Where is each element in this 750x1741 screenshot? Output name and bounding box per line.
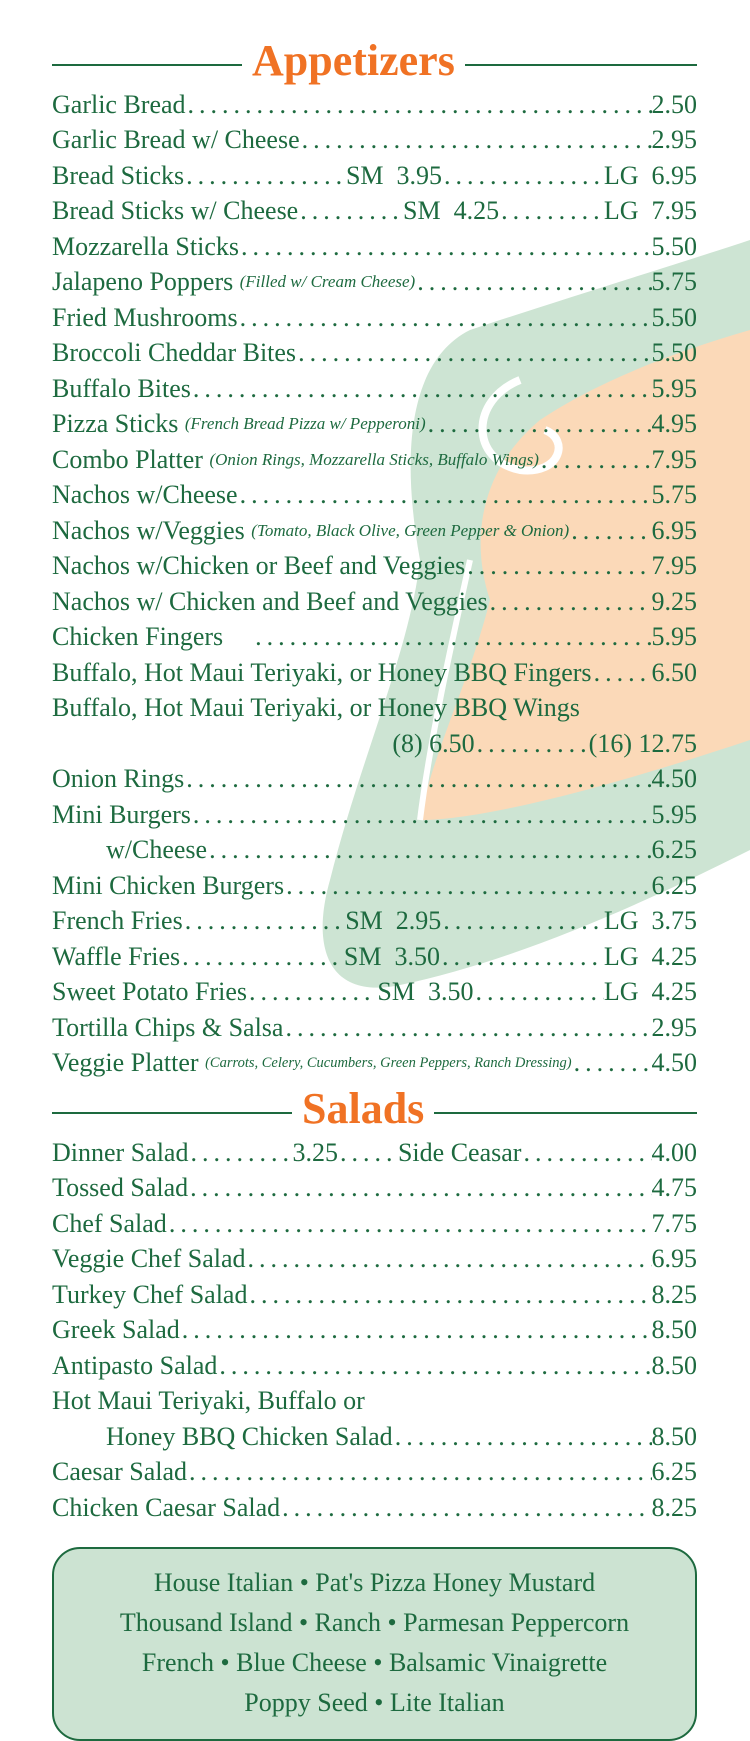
dot-leader — [338, 1136, 398, 1170]
dot-leader — [184, 762, 651, 796]
menu-item — [52, 193, 697, 229]
menu-item — [52, 1170, 697, 1206]
menu-item — [52, 264, 697, 300]
dressings-box — [52, 1547, 697, 1741]
menu-item — [52, 690, 697, 726]
menu-item — [52, 1454, 697, 1490]
item-name: Bread Sticks — [52, 160, 185, 190]
menu-item — [52, 761, 697, 797]
price-lg: 6.95 — [651, 160, 697, 190]
menu-item — [52, 157, 697, 193]
dot-leader — [283, 1011, 651, 1045]
dot-leader — [539, 443, 652, 477]
price-lg: 3.75 — [651, 906, 697, 935]
dressing-line: Thousand Island • Ranch • Parmesan Peppercorn — [119, 1607, 630, 1637]
menu-item — [52, 1383, 697, 1419]
item-price: 4.75 — [651, 1173, 697, 1202]
price-small-count: (8) 6.50 — [392, 728, 475, 758]
item-name: Dinner Salad — [52, 1137, 189, 1167]
salads-list — [52, 1134, 697, 1525]
item-name: Nachos w/Veggies — [52, 515, 245, 545]
dot-leader — [188, 1171, 651, 1205]
menu-item — [52, 903, 697, 939]
header-rule-left — [52, 1112, 292, 1114]
item-price: 5.95 — [651, 799, 697, 829]
item-price: 4.95 — [651, 409, 697, 438]
menu-content — [52, 36, 697, 1741]
menu-item — [52, 619, 697, 655]
item-price: 5.75 — [651, 267, 697, 296]
menu-item-continued — [52, 725, 697, 761]
dot-leader — [440, 940, 604, 974]
dot-leader — [184, 159, 346, 193]
dot-leader — [298, 194, 403, 228]
size-label-lg: LG — [603, 160, 639, 190]
item-price: 8.50 — [651, 1350, 697, 1380]
dot-leader — [426, 407, 652, 441]
item-name: Veggie Platter — [52, 1048, 199, 1077]
item-price: 3.25 — [292, 1137, 338, 1167]
item-name: Turkey Chef Salad — [52, 1279, 248, 1309]
item-price: 5.50 — [651, 231, 697, 261]
dot-leader — [521, 1136, 651, 1170]
menu-item — [52, 512, 697, 548]
item-name: Bread Sticks w/ Cheese — [52, 196, 299, 225]
item-price: 8.50 — [651, 1315, 697, 1344]
dot-leader — [465, 549, 651, 583]
dot-leader — [246, 1242, 652, 1276]
item-name: Onion Rings — [52, 764, 185, 793]
item-name: Greek Salad — [52, 1315, 180, 1344]
menu-item — [52, 441, 697, 477]
item-price: 6.50 — [651, 657, 697, 687]
item-name: Broccoli Cheddar Bites — [52, 338, 297, 367]
size-label-lg: LG — [603, 196, 639, 225]
item-price: 6.95 — [651, 1244, 697, 1273]
item-name: Garlic Bread — [52, 89, 186, 119]
dot-leader — [296, 336, 651, 370]
item-price: 5.50 — [651, 302, 697, 332]
menu-item — [52, 548, 697, 584]
item-price: 4.50 — [651, 1048, 697, 1077]
size-label-sm: SM — [377, 977, 415, 1006]
menu-item — [52, 796, 697, 832]
item-name: Antipasto Salad — [52, 1350, 218, 1380]
item-price: 8.50 — [651, 1421, 697, 1451]
menu-item — [52, 1312, 697, 1348]
dot-leader — [393, 1420, 652, 1454]
dot-leader — [191, 372, 652, 406]
dot-leader — [475, 727, 589, 761]
item-name: Fried Mushrooms — [52, 302, 238, 332]
item-name: Veggie Chef Salad — [52, 1244, 246, 1273]
item-price: 4.50 — [651, 764, 697, 793]
menu-item — [52, 974, 697, 1010]
dot-leader — [183, 904, 346, 938]
item-price: 8.25 — [651, 1279, 697, 1309]
size-label-sm: SM — [343, 941, 382, 971]
item-name: Chicken Caesar Salad — [52, 1492, 281, 1522]
appetizers-list — [52, 86, 697, 1080]
item-price: 2.95 — [651, 1012, 697, 1042]
item-name: Tortilla Chips & Salsa — [52, 1012, 284, 1042]
dot-leader — [247, 1278, 651, 1312]
item-name: Buffalo, Hot Maui Teriyaki, or Honey BBQ Wings — [52, 693, 580, 722]
item-name-2: Side Ceasar — [397, 1137, 522, 1167]
menu-item — [52, 1045, 697, 1081]
item-price: 6.25 — [651, 870, 697, 900]
dot-leader — [191, 798, 652, 832]
dot-leader — [217, 1349, 651, 1383]
dot-leader — [247, 975, 377, 1009]
dot-leader — [239, 230, 652, 264]
item-name: Hot Maui Teriyaki, Buffalo or — [52, 1386, 365, 1415]
menu-item — [52, 654, 697, 690]
price-lg: 4.25 — [651, 977, 697, 1006]
dot-leader — [180, 940, 344, 974]
dot-leader — [238, 301, 652, 335]
menu-item — [52, 370, 697, 406]
item-name: Mozzarella Sticks — [52, 231, 239, 261]
menu-item — [52, 938, 697, 974]
dot-leader — [473, 975, 603, 1009]
menu-item — [52, 1489, 697, 1525]
menu-item — [52, 832, 697, 868]
item-name: Nachos w/Cheese — [52, 480, 238, 509]
menu-item — [52, 867, 697, 903]
item-note: (Carrots, Celery, Cucumbers, Green Peppers, Ranch Dressing) — [205, 1055, 572, 1071]
dot-leader — [488, 585, 652, 619]
item-price: 9.25 — [651, 586, 697, 616]
dot-leader — [441, 904, 604, 938]
item-name: Waffle Fries — [52, 941, 181, 971]
item-price: 6.25 — [651, 835, 697, 864]
item-name: Garlic Bread w/ Cheese — [52, 125, 300, 154]
item-name: Pizza Sticks — [52, 409, 179, 438]
item-name: Buffalo Bites — [52, 373, 191, 403]
item-price: 5.95 — [651, 622, 697, 651]
menu-item — [52, 122, 697, 158]
item-price: 8.25 — [651, 1492, 697, 1522]
menu-item — [52, 583, 697, 619]
item-name: Chicken Fingers — [52, 622, 224, 651]
dot-leader — [569, 514, 651, 548]
dot-leader — [187, 1455, 651, 1489]
dot-leader — [207, 833, 651, 867]
dressing-line: French • Blue Cheese • Balsamic Vinaigrette — [141, 1647, 608, 1677]
header-rule-right — [465, 64, 697, 66]
menu-item — [52, 477, 697, 513]
item-name-line2: Honey BBQ Chicken Salad — [106, 1421, 393, 1451]
menu-item-continued — [52, 1418, 697, 1454]
item-name: French Fries — [52, 906, 183, 935]
size-label-lg: LG — [603, 941, 639, 971]
item-name: Mini Burgers — [52, 799, 191, 829]
item-price: 5.50 — [651, 338, 697, 367]
item-price: 5.95 — [651, 373, 697, 403]
item-name: Caesar Salad — [52, 1457, 188, 1486]
item-price: 2.50 — [651, 89, 697, 119]
dot-leader — [253, 620, 651, 654]
item-price: 7.75 — [651, 1208, 697, 1238]
item-note: (French Bread Pizza w/ Pepperoni) — [184, 414, 426, 433]
item-name: Mini Chicken Burgers — [52, 870, 285, 900]
menu-item — [52, 1241, 697, 1277]
dot-leader — [415, 265, 651, 299]
menu-item — [52, 1205, 697, 1241]
dot-leader — [442, 159, 604, 193]
menu-item — [52, 335, 697, 371]
item-price: 7.95 — [651, 551, 697, 580]
appetizers-header — [52, 36, 697, 86]
size-label-sm: SM — [402, 196, 441, 225]
price-lg: 4.25 — [651, 941, 697, 971]
size-label-sm: SM — [345, 160, 384, 190]
menu-item — [52, 1276, 697, 1312]
item-name: w/Cheese — [106, 835, 208, 864]
item-note: (Tomato, Black Olive, Green Pepper & Onion) — [251, 520, 570, 540]
size-label-lg: LG — [603, 906, 639, 935]
dot-leader — [572, 1046, 652, 1080]
dressing-line: House Italian • Pat's Pizza Honey Mustard — [153, 1567, 596, 1597]
dot-leader — [592, 656, 652, 690]
item-price-2: 4.00 — [651, 1137, 697, 1167]
item-price: 6.95 — [651, 515, 697, 545]
menu-item — [52, 228, 697, 264]
dot-leader — [280, 1491, 651, 1525]
item-note: (Filled w/ Cream Cheese) — [239, 272, 416, 291]
item-name: Nachos w/Chicken or Beef and Veggies — [52, 551, 466, 580]
salads-title: Salads — [302, 1084, 425, 1133]
header-rule-right — [434, 1112, 697, 1114]
menu-item — [52, 406, 697, 442]
price-sm: 2.95 — [395, 906, 442, 935]
item-note: (Onion Rings, Mozzarella Sticks, Buffalo Wings) — [209, 449, 539, 469]
price-sm: 3.50 — [394, 941, 440, 971]
price-sm: 3.50 — [427, 977, 474, 1006]
dot-leader — [180, 1313, 652, 1347]
item-name: Buffalo, Hot Maui Teriyaki, or Honey BBQ Fingers — [52, 657, 592, 687]
item-price: 2.95 — [651, 125, 697, 154]
price-lg: 7.95 — [651, 196, 697, 225]
item-name: Sweet Potato Fries — [52, 977, 247, 1006]
price-sm: 3.95 — [396, 160, 443, 190]
item-price: 6.25 — [651, 1457, 697, 1486]
item-name: Nachos w/ Chicken and Beef and Veggies — [52, 586, 488, 616]
dot-leader — [186, 88, 652, 122]
item-name: Chef Salad — [52, 1208, 167, 1238]
item-name: Combo Platter — [52, 444, 203, 474]
item-name: Tossed Salad — [52, 1173, 189, 1202]
dot-leader — [300, 123, 652, 157]
appetizers-title: Appetizers — [252, 36, 455, 85]
menu-item — [52, 1134, 697, 1170]
menu-item — [52, 299, 697, 335]
price-sm: 4.25 — [453, 196, 500, 225]
menu-item — [52, 1009, 697, 1045]
dressing-line: Poppy Seed • Lite Italian — [244, 1687, 505, 1717]
item-price: 5.75 — [651, 480, 697, 509]
menu-item — [52, 86, 697, 122]
dot-leader — [284, 869, 651, 903]
menu-item — [52, 1347, 697, 1383]
dot-leader — [167, 1207, 652, 1241]
size-label-sm: SM — [345, 906, 383, 935]
price-large-count: (16) 12.75 — [588, 728, 697, 758]
dot-leader — [188, 1136, 292, 1170]
salads-header — [52, 1084, 697, 1134]
dot-leader — [499, 194, 604, 228]
header-rule-left — [52, 64, 242, 66]
item-name: Jalapeno Poppers — [52, 267, 234, 296]
size-label-lg: LG — [603, 977, 639, 1006]
dot-leader — [238, 478, 652, 512]
item-price: 7.95 — [651, 444, 697, 474]
